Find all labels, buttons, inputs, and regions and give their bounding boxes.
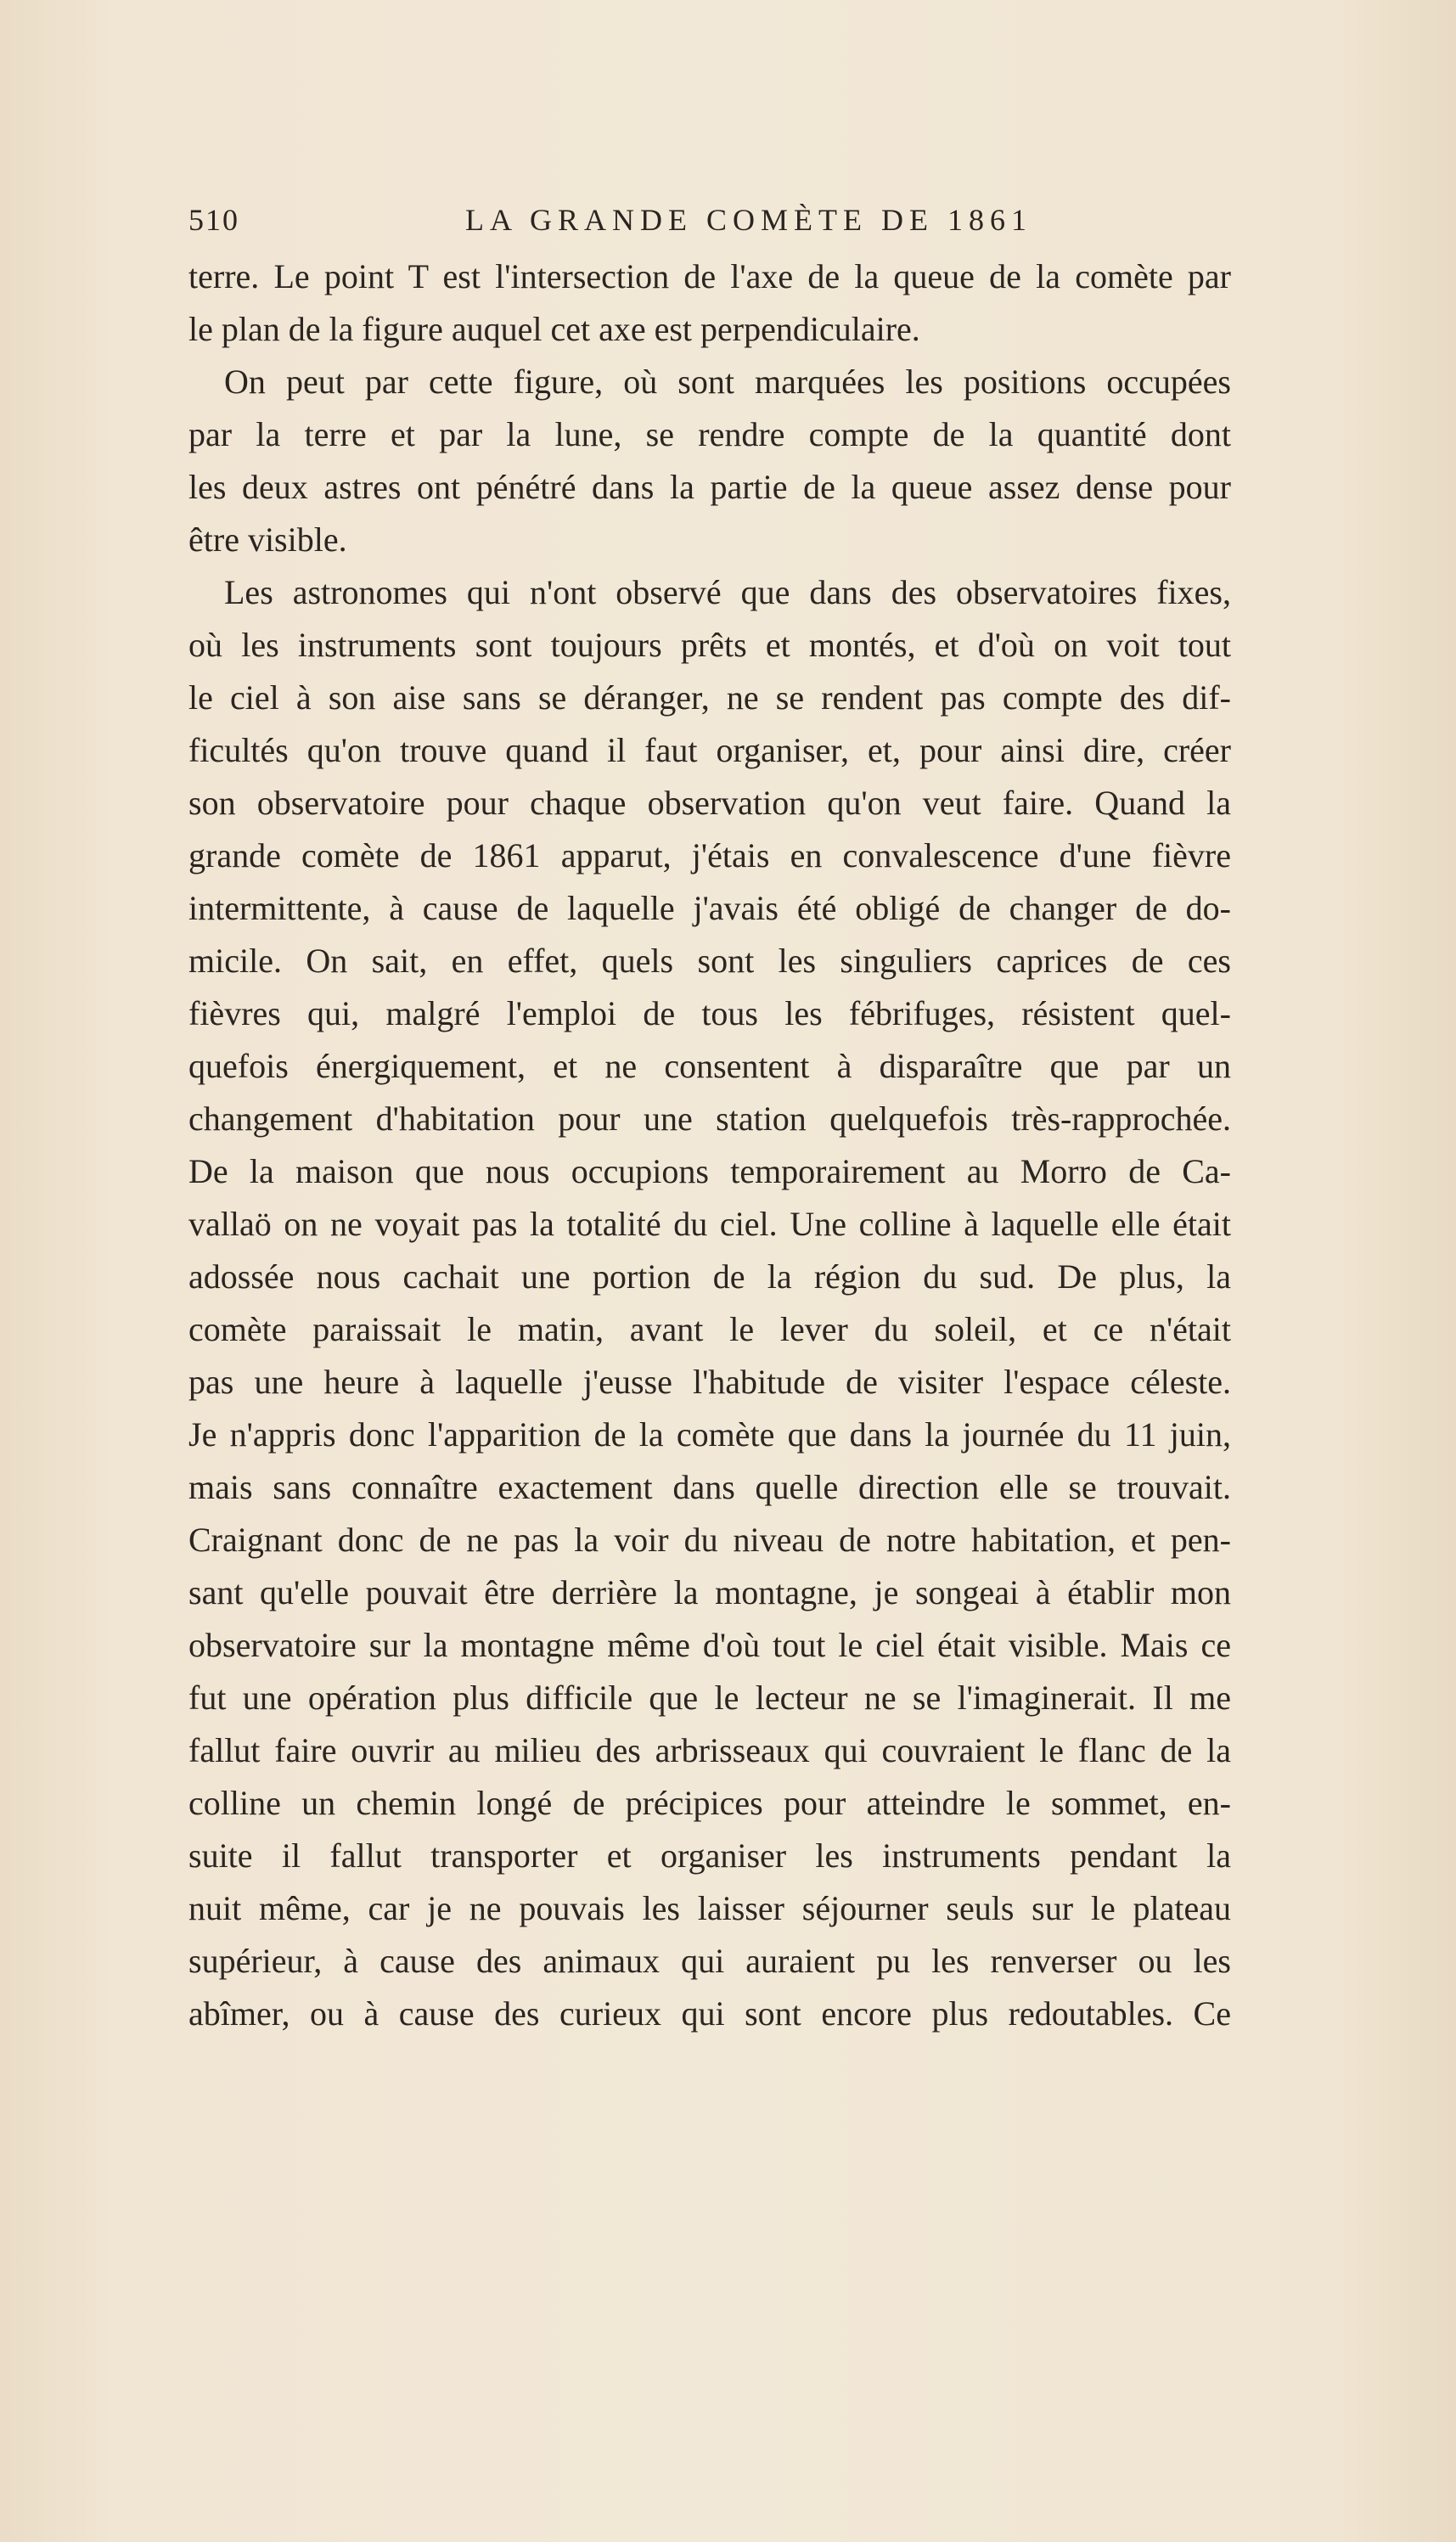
text-line: micile. On sait, en effet, quels sont les singuliers caprices de ces (188, 942, 1231, 980)
text-line: fièvres qui, malgré l'emploi de tous les fébrifuges, résistent quel- (188, 994, 1231, 1032)
text-line: colline un chemin longé de précipices pour atteindre le sommet, en- (188, 1784, 1231, 1822)
text-line: pas une heure à laquelle j'eusse l'habitude de visiter l'espace céleste. (188, 1363, 1231, 1401)
text-line: observatoire sur la montagne même d'où tout le ciel était visible. Mais ce (188, 1626, 1231, 1664)
text-line: où les instruments sont toujours prêts et montés, et d'où on voit tout (188, 626, 1231, 664)
text-line: fallut faire ouvrir au milieu des arbrisseaux qui couvraient le flanc de la (188, 1731, 1231, 1769)
text-line: le plan de la figure auquel cet axe est perpendiculaire. (188, 310, 920, 348)
text-line: vallaö on ne voyait pas la totalité du ciel. Une colline à laquelle elle était (188, 1205, 1231, 1243)
text-line: changement d'habitation pour une station quelquefois très-rapprochée. (188, 1099, 1231, 1138)
page-number: 510 (188, 203, 239, 237)
text-line: sant qu'elle pouvait être derrière la montagne, je songeai à établir mon (188, 1573, 1231, 1611)
text-line: comète paraissait le matin, avant le lever du soleil, et ce n'était (188, 1310, 1231, 1348)
text-line: les deux astres ont pénétré dans la partie de la queue assez dense pour (188, 468, 1231, 506)
text-line: nuit même, car je ne pouvais les laisser séjourner seuls sur le plateau (188, 1889, 1231, 1927)
text-line: intermittente, à cause de laquelle j'avais été obligé de changer de do- (188, 889, 1231, 927)
body-text (188, 250, 1231, 2040)
text-line: supérieur, à cause des animaux qui auraient pu les renverser ou les (188, 1942, 1231, 1980)
text-line: On peut par cette figure, où sont marquées les positions occupées (224, 363, 1231, 401)
text-line: son observatoire pour chaque observation qu'on veut faire. Quand la (188, 784, 1231, 822)
text-line: le ciel à son aise sans se déranger, ne se rendent pas compte des dif- (188, 678, 1231, 717)
text-line: adossée nous cachait une portion de la région du sud. De plus, la (188, 1257, 1231, 1296)
text-line: quefois énergiquement, et ne consentent à disparaître que par un (188, 1047, 1231, 1085)
text-line: ficultés qu'on trouve quand il faut organiser, et, pour ainsi dire, créer (188, 731, 1231, 769)
text-line: suite il fallut transporter et organiser les instruments pendant la (188, 1836, 1231, 1875)
text-line: Craignant donc de ne pas la voir du niveau de notre habitation, et pen- (188, 1521, 1231, 1559)
text-line: fut une opération plus difficile que le lecteur ne se l'imaginerait. Il me (188, 1679, 1231, 1717)
running-head (188, 202, 1231, 239)
running-title: LA GRANDE COMÈTE DE 1861 (465, 203, 1032, 237)
text-line: De la maison que nous occupions temporairement au Morro de Ca- (188, 1152, 1231, 1190)
text-line: grande comète de 1861 apparut, j'étais en convalescence d'une fièvre (188, 836, 1231, 875)
text-line: mais sans connaître exactement dans quelle direction elle se trouvait. (188, 1468, 1231, 1506)
text-line: par la terre et par la lune, se rendre compte de la quantité dont (188, 415, 1231, 453)
text-line: terre. Le point T est l'intersection de l'axe de la queue de la comète par (188, 257, 1231, 295)
text-line: être visible. (188, 520, 347, 559)
text-line: Je n'appris donc l'apparition de la comète que dans la journée du 11 juin, (188, 1415, 1231, 1454)
text-line: abîmer, ou à cause des curieux qui sont encore plus redoutables. Ce (188, 1994, 1231, 2033)
text-line: Les astronomes qui n'ont observé que dans des observatoires fixes, (224, 573, 1231, 611)
